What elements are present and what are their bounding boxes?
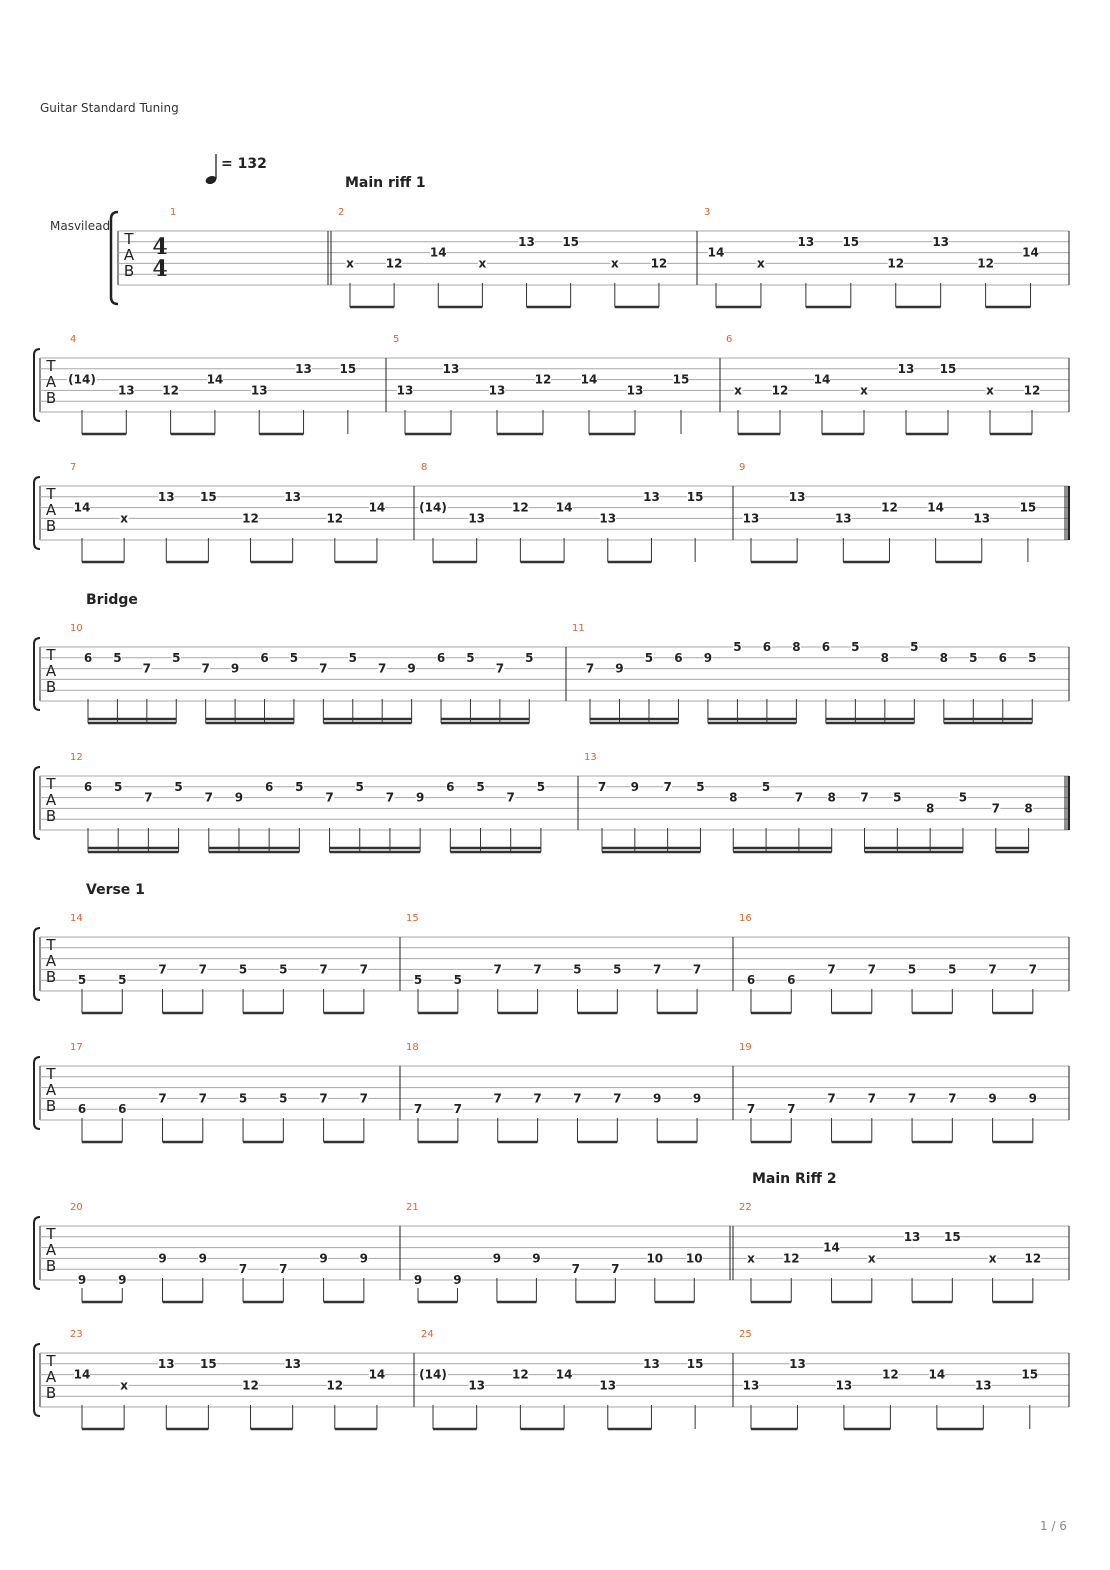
fret-number: 6: [674, 650, 683, 665]
time-signature-denominator: 4: [152, 256, 168, 282]
fret-number: 13: [974, 1378, 992, 1393]
tab-clef-letter: T: [46, 1352, 56, 1370]
fret-number: 14: [73, 500, 91, 515]
fret-number: 8: [827, 790, 836, 805]
fret-number: 7: [359, 1091, 369, 1106]
tab-clef-letter: T: [46, 1225, 56, 1243]
bar-number: 14: [70, 913, 83, 924]
fret-number: 5: [969, 650, 978, 665]
fret-number: 13: [897, 361, 915, 376]
fret-number: 12: [977, 256, 994, 271]
fret-number: 15: [939, 361, 957, 376]
fret-number: 5: [1028, 650, 1037, 665]
fret-number: 7: [663, 779, 672, 794]
fret-number: 7: [385, 790, 395, 805]
tuning-label: Guitar Standard Tuning: [40, 101, 179, 115]
fret-number: 5: [948, 962, 957, 977]
fret-number: 8: [729, 790, 738, 805]
fret-number: 13: [742, 511, 760, 526]
fret-number: 5: [174, 779, 183, 794]
fret-number: 5: [279, 962, 288, 977]
bar-number: 9: [739, 462, 746, 473]
track-bracket: [111, 212, 118, 304]
fret-number: 7: [611, 1262, 620, 1277]
fret-number: 9: [230, 661, 240, 676]
fret-number: 12: [881, 500, 898, 515]
staff-bracket: [34, 477, 40, 549]
fret-number: 7: [279, 1262, 288, 1277]
fret-number: 7: [359, 962, 369, 977]
fret-number: x: [610, 256, 619, 271]
fret-number: 14: [555, 1367, 573, 1382]
fret-number: 9: [413, 1273, 423, 1287]
fret-number: 7: [571, 1262, 581, 1277]
fret-number: 7: [867, 1091, 876, 1106]
fret-number: 13: [789, 1356, 806, 1371]
time-signature-numerator: 4: [152, 234, 168, 260]
fret-number: 9: [198, 1251, 207, 1266]
staff-bracket: [34, 1344, 40, 1416]
fret-number: 13: [626, 383, 644, 398]
bar-number: 7: [70, 462, 77, 473]
tab-clef-letter: T: [46, 936, 56, 954]
fret-number: 5: [525, 650, 534, 665]
fret-number: 7: [238, 1262, 248, 1277]
fret-number: 6: [264, 779, 274, 794]
fret-number: 7: [319, 1091, 328, 1106]
fret-number: 12: [385, 256, 403, 271]
fret-number: 7: [867, 962, 876, 977]
fret-number: 5: [733, 640, 742, 654]
fret-number: 12: [512, 1367, 529, 1382]
tab-clef-letter: B: [45, 389, 57, 407]
bar-number: 12: [70, 752, 83, 763]
bar-number: 1: [170, 207, 177, 218]
fret-number: 13: [742, 1378, 760, 1393]
bar-number: 16: [739, 913, 752, 924]
fret-number: 7: [319, 962, 328, 977]
fret-number: 7: [493, 1091, 502, 1106]
fret-number: 9: [77, 1273, 87, 1287]
fret-number: 5: [413, 973, 423, 988]
tab-clef-letter: T: [46, 485, 56, 503]
fret-number: 10: [646, 1251, 664, 1266]
fret-number: 12: [771, 383, 789, 398]
fret-number: 15: [562, 234, 580, 249]
tab-clef-letter: T: [46, 1065, 56, 1083]
staff-bracket: [34, 928, 40, 1000]
fret-number: 15: [1021, 1367, 1039, 1382]
fret-number: 12: [650, 256, 668, 271]
fret-number: 9: [692, 1091, 702, 1106]
fret-number: 5: [613, 962, 622, 977]
fret-number: 13: [797, 234, 815, 249]
fret-number: 14: [206, 372, 224, 387]
fret-number: x: [478, 256, 487, 271]
fret-number: 6: [787, 973, 796, 988]
fret-number: 5: [761, 779, 771, 794]
fret-number: 5: [893, 790, 902, 805]
fret-number: 7: [613, 1091, 622, 1106]
fret-number: 13: [250, 383, 268, 398]
fret-number: 13: [835, 1378, 853, 1393]
fret-number: 5: [77, 973, 87, 988]
bar-number: 23: [70, 1329, 83, 1340]
fret-number: 7: [597, 779, 607, 794]
fret-number: 13: [599, 511, 617, 526]
fret-number: 5: [279, 1091, 288, 1106]
fret-number: 7: [533, 1091, 542, 1106]
fret-number: 9: [532, 1251, 541, 1266]
fret-number: 5: [466, 650, 475, 665]
fret-number: 5: [696, 779, 705, 794]
fret-number: x: [734, 383, 742, 398]
fret-number: 15: [339, 361, 357, 376]
fret-number: 9: [988, 1091, 997, 1106]
bar-number: 3: [704, 207, 711, 218]
fret-number: 5: [644, 650, 654, 665]
fret-number: 5: [910, 640, 919, 654]
fret-number: 6: [746, 973, 756, 988]
fret-number: 7: [204, 790, 213, 805]
fret-number: 14: [580, 372, 598, 387]
fret-number: x: [757, 256, 765, 271]
fret-number: 12: [782, 1251, 800, 1266]
fret-number: 7: [653, 962, 662, 977]
fret-number: 12: [242, 511, 259, 526]
bar-number: 24: [421, 1329, 434, 1340]
fret-number: 7: [907, 1091, 917, 1106]
fret-number: 7: [746, 1102, 756, 1117]
fret-number: 9: [359, 1251, 369, 1266]
fret-number: 14: [707, 245, 725, 260]
fret-number: 5: [118, 973, 127, 988]
fret-number: 14: [368, 500, 386, 515]
fret-number: 7: [453, 1102, 463, 1117]
fret-number: (14): [419, 500, 447, 515]
fret-number: 6: [260, 650, 269, 665]
fret-number: 7: [988, 962, 997, 977]
fret-number: 5: [453, 973, 463, 988]
fret-number: 5: [476, 779, 485, 794]
fret-number: 14: [1022, 245, 1039, 260]
fret-number: 7: [692, 962, 702, 977]
fret-number: 9: [615, 661, 624, 676]
fret-number: 7: [144, 790, 153, 805]
fret-number: x: [860, 383, 868, 398]
fret-number: 7: [142, 661, 152, 676]
fret-number: 12: [242, 1378, 259, 1393]
fret-number: 6: [998, 650, 1007, 665]
fret-number: 14: [823, 1240, 840, 1255]
fret-number: 5: [907, 962, 917, 977]
tab-clef-letter: T: [46, 775, 56, 793]
bar-number: 22: [739, 1202, 752, 1213]
fret-number: 12: [534, 372, 552, 387]
section-label-verse-1: Verse 1: [86, 882, 145, 898]
fret-number: 7: [201, 661, 210, 676]
section-label-main-riff-1: Main riff 1: [345, 175, 426, 191]
tab-clef-letter: T: [46, 357, 56, 375]
fret-number: x: [747, 1251, 755, 1266]
tab-clef-letter: A: [45, 1368, 57, 1386]
fret-number: 7: [991, 801, 1000, 816]
fret-number: x: [986, 383, 994, 398]
fret-number: 7: [198, 962, 207, 977]
tab-clef-letter: A: [45, 501, 57, 519]
fret-number: 5: [289, 650, 299, 665]
fret-number: 6: [77, 1102, 87, 1117]
fret-number: 7: [794, 790, 804, 805]
tab-clef-letter: T: [124, 230, 134, 248]
bar-number: 5: [393, 334, 400, 345]
fret-number: 5: [573, 962, 582, 977]
fret-number: 13: [643, 489, 660, 504]
fret-number: 7: [533, 962, 542, 977]
fret-number: 10: [685, 1251, 703, 1266]
bar-number: 6: [726, 334, 733, 345]
fret-number: 5: [172, 650, 181, 665]
fret-number: 15: [1019, 500, 1037, 515]
fret-number: 7: [493, 962, 502, 977]
fret-number: 15: [686, 489, 704, 504]
fret-number: 14: [555, 500, 573, 515]
bar-number: 2: [338, 207, 345, 218]
fret-number: x: [346, 256, 354, 271]
fret-number: 13: [157, 1356, 175, 1371]
fret-number: 12: [326, 511, 344, 526]
fret-number: 9: [234, 790, 244, 805]
bar-number: 21: [406, 1202, 419, 1213]
fret-number: 7: [158, 962, 167, 977]
staff-bracket: [34, 1217, 40, 1289]
tab-clef-letter: A: [45, 373, 57, 391]
fret-number: 7: [319, 661, 328, 676]
tab-clef-letter: A: [45, 662, 57, 680]
fret-number: x: [120, 511, 129, 526]
fret-number: 9: [1028, 1091, 1038, 1106]
fret-number: 8: [792, 640, 801, 654]
fret-number: 13: [295, 361, 312, 376]
fret-number: 13: [932, 234, 950, 249]
fret-number: 6: [762, 640, 772, 654]
fret-number: 13: [117, 383, 135, 398]
tab-clef-letter: B: [45, 807, 57, 825]
fret-number: 13: [396, 383, 414, 398]
fret-number: 13: [442, 361, 460, 376]
fret-number: 12: [326, 1378, 344, 1393]
fret-number: 7: [158, 1091, 167, 1106]
tab-clef-letter: A: [45, 1081, 57, 1099]
fret-number: 9: [415, 790, 425, 805]
staff-bracket: [34, 1057, 40, 1129]
fret-number: 7: [495, 661, 505, 676]
fret-number: 9: [492, 1251, 502, 1266]
tab-clef-letter: A: [45, 952, 57, 970]
fret-number: 6: [118, 1102, 127, 1117]
fret-number: 13: [488, 383, 506, 398]
fret-number: 15: [943, 1229, 961, 1244]
fret-number: 15: [200, 1356, 217, 1371]
fret-number: 8: [880, 650, 890, 665]
tab-clef-letter: A: [45, 1241, 57, 1259]
fret-number: 5: [113, 650, 122, 665]
fret-number: 14: [813, 372, 831, 387]
tab-clef-letter: B: [45, 678, 57, 696]
fret-number: 12: [162, 383, 179, 398]
fret-number: 5: [295, 779, 304, 794]
fret-number: 12: [512, 500, 529, 515]
fret-number: 6: [83, 779, 93, 794]
fret-number: 13: [518, 234, 535, 249]
fret-number: 6: [821, 640, 831, 654]
staff-bracket: [34, 349, 40, 421]
fret-number: (14): [419, 1367, 447, 1382]
fret-number: 5: [958, 790, 968, 805]
fret-number: 5: [114, 779, 123, 794]
fret-number: 14: [928, 1367, 946, 1382]
fret-number: 6: [83, 650, 93, 665]
fret-number: 6: [436, 650, 446, 665]
fret-number: 8: [939, 650, 948, 665]
fret-number: (14): [68, 372, 96, 387]
bar-number: 18: [406, 1042, 419, 1053]
fret-number: 12: [1024, 1251, 1042, 1266]
tempo-marking: = 132: [221, 156, 267, 172]
fret-number: 13: [599, 1378, 617, 1393]
tab-clef-letter: A: [45, 791, 57, 809]
tab-clef-letter: B: [45, 517, 57, 535]
fret-number: 6: [446, 779, 455, 794]
bar-number: 8: [421, 462, 428, 473]
staff-bracket: [34, 767, 40, 839]
bar-number: 15: [406, 913, 419, 924]
fret-number: 8: [925, 801, 935, 816]
fret-number: 14: [73, 1367, 91, 1382]
bar-number: 17: [70, 1042, 83, 1053]
fret-number: 7: [827, 1091, 836, 1106]
tab-clef-letter: B: [45, 1097, 57, 1115]
fret-number: 9: [703, 650, 713, 665]
fret-number: 5: [238, 1091, 248, 1106]
fret-number: 7: [573, 1091, 582, 1106]
fret-number: 14: [368, 1367, 386, 1382]
fret-number: 13: [157, 489, 175, 504]
staff-bracket: [34, 638, 40, 710]
tab-clef-letter: B: [45, 968, 57, 986]
fret-number: 5: [536, 779, 546, 794]
bar-number: 13: [584, 752, 597, 763]
fret-number: 13: [468, 1378, 486, 1393]
tab-clef-letter: B: [45, 1384, 57, 1402]
fret-number: 13: [834, 511, 852, 526]
bar-number: 20: [70, 1202, 83, 1213]
fret-number: 15: [686, 1356, 704, 1371]
fret-number: 13: [788, 489, 806, 504]
fret-number: 14: [927, 500, 944, 515]
fret-number: 7: [585, 661, 595, 676]
fret-number: 13: [903, 1229, 921, 1244]
fret-number: x: [120, 1378, 129, 1393]
fret-number: 7: [948, 1091, 957, 1106]
fret-number: 13: [284, 489, 302, 504]
fret-number: 15: [842, 234, 860, 249]
section-label-main-riff-2: Main Riff 2: [752, 1171, 837, 1187]
fret-number: 9: [158, 1251, 167, 1266]
bar-number: 11: [572, 623, 585, 634]
fret-number: 9: [319, 1251, 328, 1266]
fret-number: 7: [827, 962, 836, 977]
fret-number: 13: [973, 511, 991, 526]
section-label-bridge: Bridge: [86, 592, 138, 608]
fret-number: 9: [453, 1273, 462, 1287]
fret-number: 14: [429, 245, 447, 260]
fret-number: 15: [200, 489, 217, 504]
bar-number: 10: [70, 623, 83, 634]
fret-number: x: [867, 1251, 876, 1266]
tab-clef-letter: B: [123, 262, 135, 280]
fret-number: 8: [1024, 801, 1033, 816]
fret-number: 9: [407, 661, 416, 676]
fret-number: 9: [118, 1273, 127, 1287]
bar-number: 19: [739, 1042, 752, 1053]
fret-number: 7: [378, 661, 387, 676]
fret-number: 15: [672, 372, 690, 387]
fret-number: 5: [238, 962, 248, 977]
fret-number: 7: [506, 790, 515, 805]
fret-number: 12: [882, 1367, 899, 1382]
fret-number: 7: [860, 790, 869, 805]
bar-number: 25: [739, 1329, 752, 1340]
fret-number: 7: [787, 1102, 796, 1117]
fret-number: 7: [413, 1102, 423, 1117]
fret-number: 9: [653, 1091, 662, 1106]
fret-number: 13: [643, 1356, 660, 1371]
fret-number: 12: [1023, 383, 1041, 398]
fret-number: 7: [325, 790, 334, 805]
track-name: Masvilead: [50, 219, 111, 233]
fret-number: 12: [887, 256, 905, 271]
fret-number: 5: [355, 779, 364, 794]
fret-number: 9: [630, 779, 639, 794]
tab-clef-letter: A: [123, 246, 135, 264]
fret-number: 13: [284, 1356, 302, 1371]
tab-clef-letter: B: [45, 1257, 57, 1275]
bar-number: 4: [70, 334, 77, 345]
fret-number: 5: [851, 640, 860, 654]
tab-clef-letter: T: [46, 646, 56, 664]
page-number: 1 / 6: [1040, 1519, 1067, 1533]
fret-number: x: [988, 1251, 997, 1266]
fret-number: 5: [348, 650, 357, 665]
fret-number: 13: [468, 511, 486, 526]
fret-number: 7: [198, 1091, 207, 1106]
fret-number: 7: [1028, 962, 1038, 977]
